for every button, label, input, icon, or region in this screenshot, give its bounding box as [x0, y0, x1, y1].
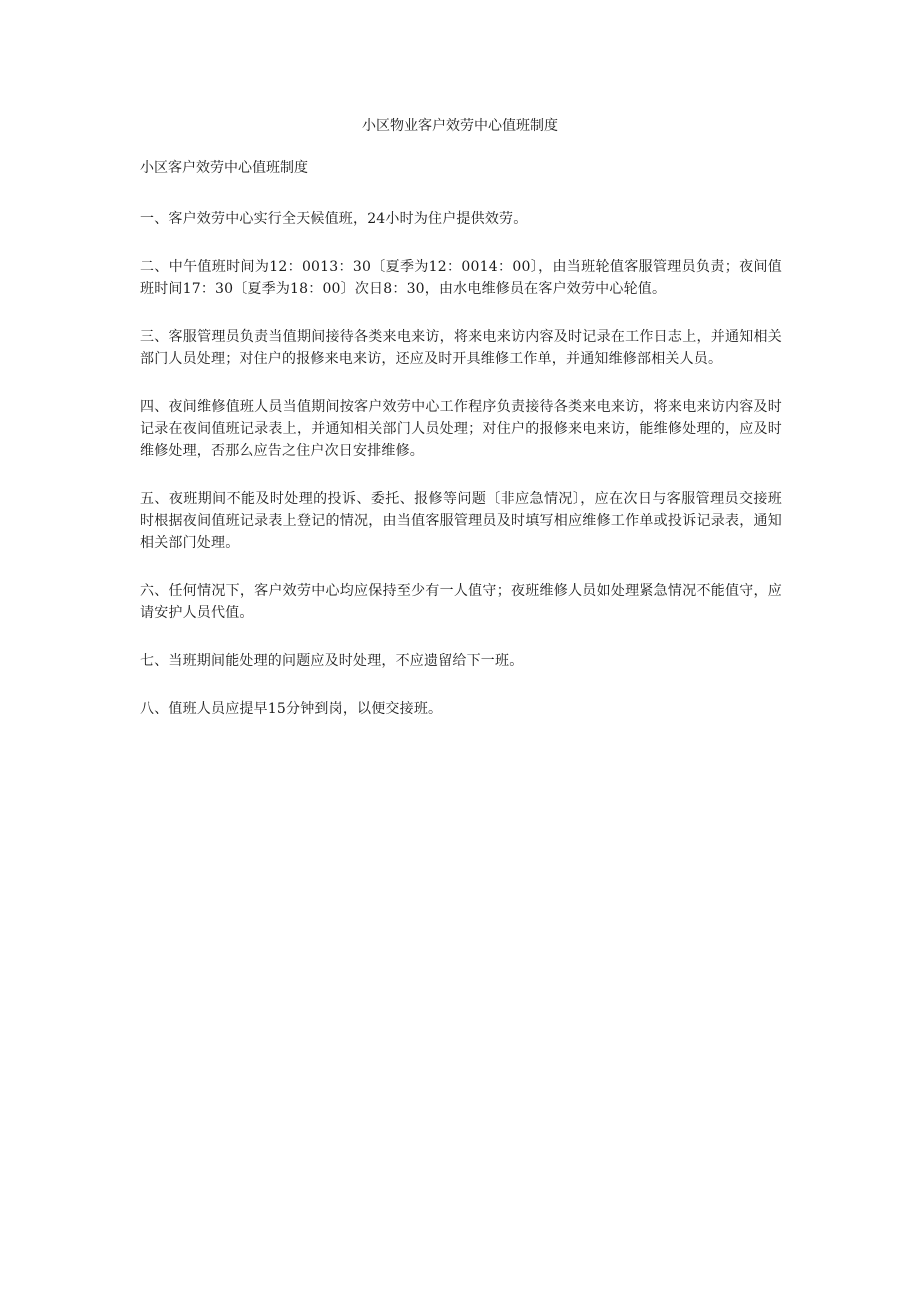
paragraph-2: 二、中午值班时间为12：0013：30〔夏季为12：0014：00〕，由当班轮值客服管理员负责；夜间值班时间17：30〔夏季为18：00〕次日8：30，由水电维修员在客户效劳中心轮值。	[140, 259, 782, 297]
paragraph-4: 四、夜间维修值班人员当值期间按客户效劳中心工作程序负责接待各类来电来访，将来电来访内容及时记录在夜间值班记录表上，并通知相关部门人员处理；对住户的报修来电来访，能维修处理的，应及时维修处理，否那么应告之住户次日安排维修。	[140, 399, 782, 459]
paragraph-1: 一、客户效劳中心实行全天候值班，24小时为住户提供效劳。	[140, 211, 528, 227]
paragraph-3: 三、客服管理员负责当值期间接待各类来电来访，将来电来访内容及时记录在工作日志上，并通知相关部门人员处理；对住户的报修来电来访，还应及时开具维修工作单，并通知维修部相关人员。	[140, 329, 782, 367]
document-body	[140, 158, 782, 746]
paragraph-7: 七、当班期间能处理的问题应及时处理，不应遗留给下一班。	[140, 653, 524, 669]
paragraph-5: 五、夜班期间不能及时处理的投诉、委托、报修等问题〔非应急情况〕，应在次日与客服管理员交接班时根据夜间值班记录表上登记的情况，由当值客服管理员及时填写相应维修工作单或投诉记录表，通知相关部门处理。	[140, 491, 782, 551]
paragraph-8: 八、值班人员应提早15分钟到岗，以便交接班。	[140, 701, 443, 717]
paragraph-6: 六、任何情况下，客户效劳中心均应保持至少有一人值守；夜班维修人员如处理紧急情况不能值守，应请安护人员代值。	[140, 583, 782, 621]
document-title: 小区物业客户效劳中心值班制度	[362, 118, 558, 134]
document-subtitle: 小区客户效劳中心值班制度	[140, 160, 308, 176]
